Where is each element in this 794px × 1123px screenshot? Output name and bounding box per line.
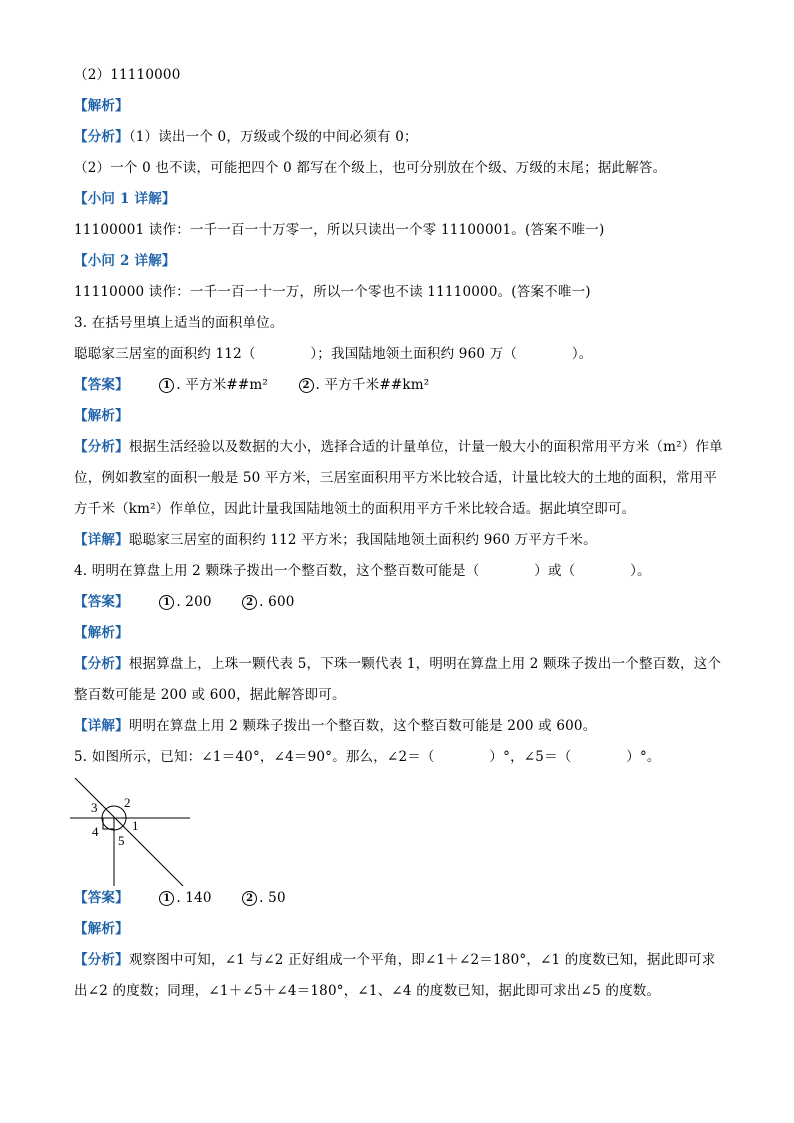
q3-answer-row (74, 376, 429, 394)
q3-answer-2-text: . 平方千米##km² (315, 377, 430, 393)
q3-answer-1-text: . 平方米##m² (176, 377, 269, 393)
detail-tag: 【详解】 (74, 532, 129, 548)
circled-number: 2 (242, 891, 257, 906)
fenxi-tag: 【分析】 (74, 439, 129, 455)
subq2-tag: 【小问 2 详解】 (74, 253, 176, 269)
angle-label-4: 4 (92, 824, 99, 839)
question-3-body: 聪聪家三居室的面积约 112（ ）；我国陆地领土面积约 960 万（ ）。 (74, 346, 593, 362)
answer-tag: 【答案】 (74, 594, 129, 610)
q4-detail-text: 明明在算盘上用 2 颗珠子拨出一个整百数，这个整百数可能是 200 或 600。 (128, 718, 597, 734)
analysis-text-1: （1）读出一个 0，万级或个级的中间必须有 0； (128, 129, 418, 145)
angle-label-3: 3 (91, 800, 98, 815)
q3-analysis-heading (74, 407, 129, 425)
circled-number: 2 (299, 378, 314, 393)
subq1-tag: 【小问 1 详解】 (74, 191, 176, 207)
question-5: 5. 如图所示，已知：∠1＝40°，∠4＝90°。那么，∠2＝（ ）°，∠5＝（ ）°。 (74, 749, 661, 765)
fenxi-tag: 【分析】 (74, 129, 129, 145)
analysis-line-1 (74, 128, 418, 146)
q4-answer-row (74, 593, 295, 611)
answer-tag: 【答案】 (74, 890, 129, 906)
q5-analysis (74, 945, 724, 1007)
angle-label-5: 5 (118, 833, 125, 848)
q5-analysis-text: 观察图中可知，∠1 与∠2 正好组成一个平角，即∠1＋∠2＝180°，∠1 的度数已知，据此即可求出∠2 的度数；同理，∠1＋∠5＋∠4＝180°，∠1、∠4 的度数已知，据此即可求出∠5 的度数。 (74, 952, 716, 999)
circled-number: 2 (242, 595, 257, 610)
analysis-line-2: （2）一个 0 也不读，可能把四个 0 都写在个级上，也可分别放在个级、万级的末尾；据此解答。 (74, 160, 667, 176)
q5-answer-1-text: . 140 (176, 890, 212, 906)
q4-answer-1-text: . 200 (176, 594, 212, 610)
angle-label-1: 1 (132, 818, 139, 833)
question-3: 3. 在括号里填上适当的面积单位。 (74, 315, 284, 331)
q3-detail (74, 531, 597, 549)
part2-answer: （2）11110000 (74, 67, 181, 83)
q4-analysis-heading (74, 624, 129, 642)
q4-analysis-text: 根据算盘上，上珠一颗代表 5，下珠一颗代表 1，明明在算盘上用 2 颗珠子拨出一个整百数，这个整百数可能是 200 或 600，据此解答即可。 (74, 656, 722, 703)
q3-detail-text: 聪聪家三居室的面积约 112 平方米；我国陆地领土面积约 960 万平方千米。 (128, 532, 597, 548)
circled-number: 1 (159, 595, 174, 610)
q5-answer-row (74, 889, 286, 907)
q3-analysis (74, 432, 724, 525)
q5-answer-2-text: . 50 (259, 890, 286, 906)
detail-tag: 【详解】 (74, 718, 129, 734)
angle-diagram (70, 776, 195, 886)
subq1-detail: 11100001 读作：一千一百一十万零一，所以只读出一个零 11100001。(答案不唯一) (74, 222, 605, 238)
analysis-heading (74, 97, 129, 115)
q3-answer-2 (299, 376, 430, 394)
q4-answer-1 (159, 593, 211, 611)
q4-detail (74, 717, 596, 735)
q5-analysis-heading (74, 920, 129, 938)
q5-answer-1 (159, 889, 211, 907)
right-angle-mark (103, 818, 114, 829)
circled-number: 1 (159, 891, 174, 906)
analysis-tag: 【解析】 (74, 625, 129, 641)
circled-number: 1 (159, 378, 174, 393)
q5-answer-2 (242, 889, 286, 907)
answer-tag: 【答案】 (74, 377, 129, 393)
subq2-detail: 11110000 读作：一千一百一十一万，所以一个零也不读 11110000。(答案不唯一) (74, 284, 591, 300)
fenxi-tag: 【分析】 (74, 656, 129, 672)
question-4: 4. 明明在算盘上用 2 颗珠子拨出一个整百数，这个整百数可能是（ ）或（ ）。 (74, 563, 651, 579)
q3-answer-1 (159, 376, 268, 394)
subq1-heading (74, 190, 176, 208)
angle-label-2: 2 (124, 795, 131, 810)
angle-figure (70, 776, 195, 886)
q4-answer-2 (242, 593, 294, 611)
q4-analysis (74, 649, 724, 711)
q4-answer-2-text: . 600 (259, 594, 295, 610)
analysis-tag: 【解析】 (74, 408, 129, 424)
analysis-tag: 【解析】 (74, 921, 129, 937)
subq2-heading (74, 252, 176, 270)
q3-analysis-text: 根据生活经验以及数据的大小，选择合适的计量单位，计量一般大小的面积常用平方米（m²）作单位，例如教室的面积一般是 50 平方米，三居室面积用平方米比较合适，计量比较大的土地的面积，常用平方千米（km²）作单位，因此计量我国陆地领土的面积用平方千米比较合适。据此填空即可。 (74, 439, 723, 517)
fenxi-tag: 【分析】 (74, 952, 129, 968)
analysis-tag: 【解析】 (74, 98, 129, 114)
